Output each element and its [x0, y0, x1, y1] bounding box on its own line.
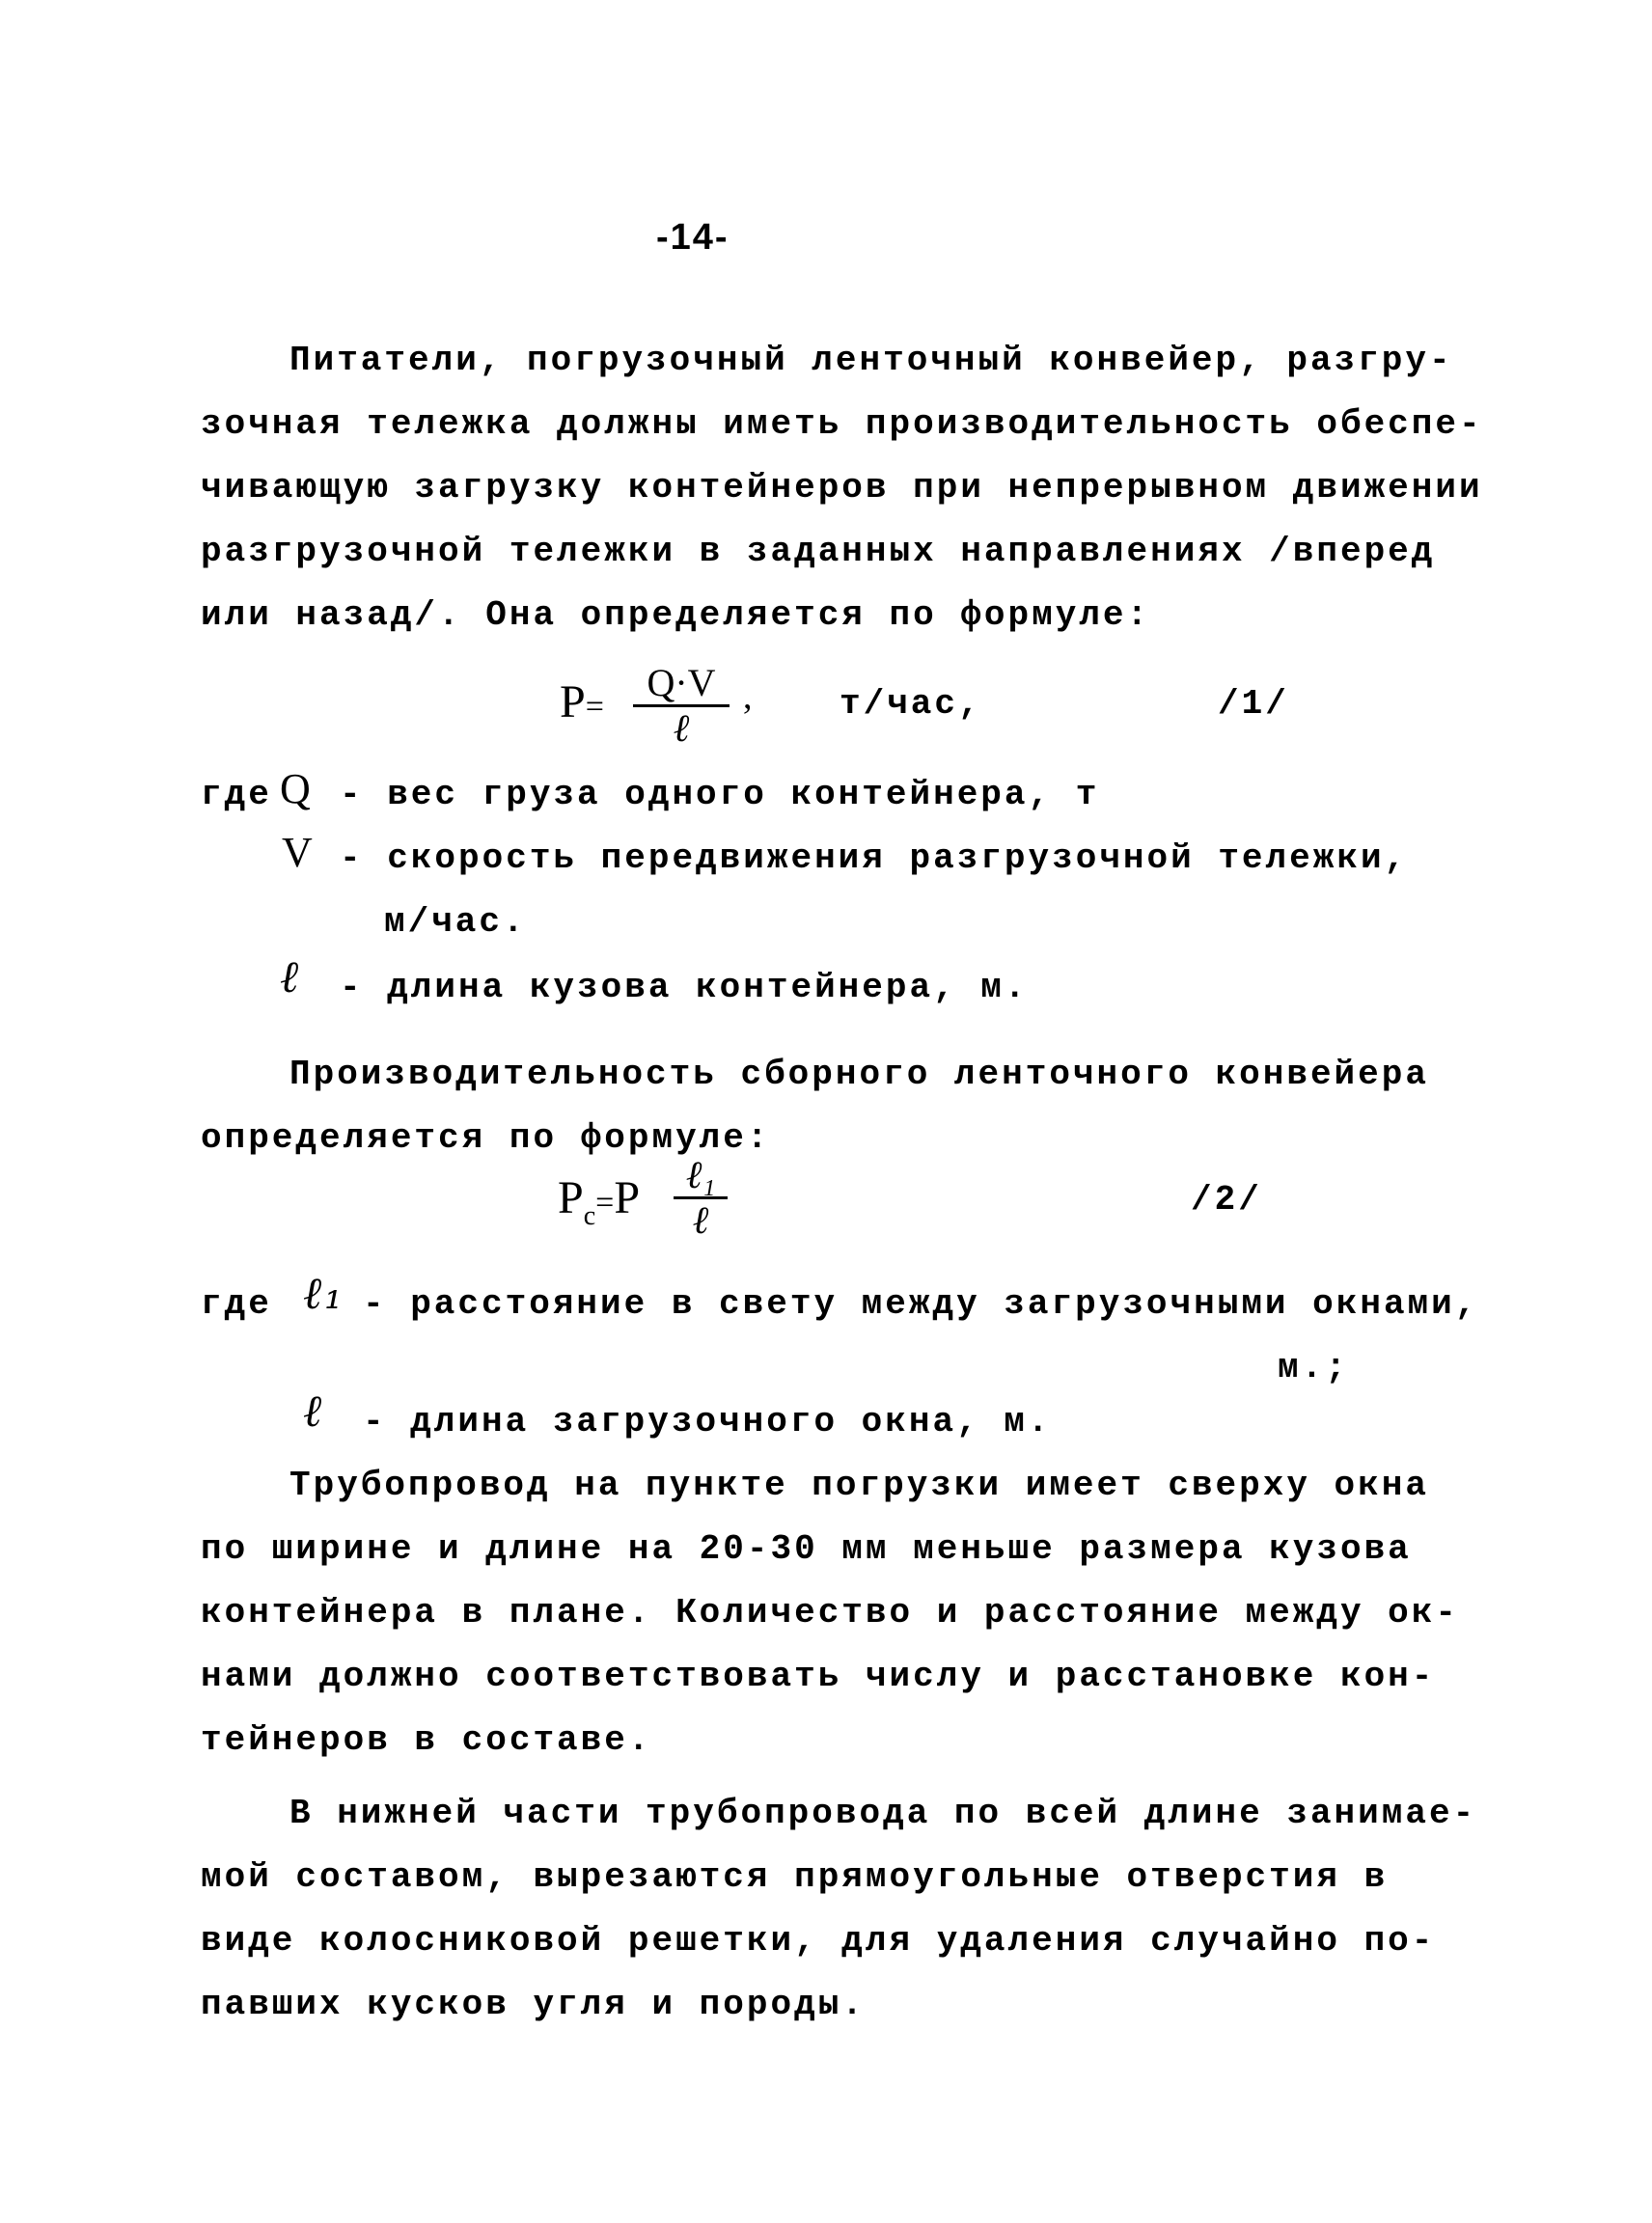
paragraph4-line2: мой составом, вырезаются прямоугольные отверстия в	[201, 1857, 1389, 1897]
paragraph1-line2: зочная тележка должны иметь производительность обеспе-	[201, 404, 1483, 444]
formula2-number: /2/	[1191, 1180, 1262, 1220]
formula1-numerator: Q·V	[647, 661, 716, 704]
where1-item1: - вес груза одного контейнера, т	[340, 775, 1100, 814]
symbol-l1: ℓ₁	[303, 1267, 345, 1319]
symbol-q: Q	[280, 765, 314, 812]
where1-item2-cont: м/час.	[384, 902, 527, 942]
where2-item1-cont: м.;	[1278, 1348, 1349, 1387]
formula2-lhs	[558, 1171, 641, 1231]
where2-symbol-l1	[303, 1267, 345, 1321]
paragraph4-line1: В нижней части трубопровода по всей длине занимае-	[289, 1794, 1477, 1833]
paragraph1-line3: чивающую загрузку контейнеров при непрерывном движении	[201, 468, 1483, 508]
formula2-eq: =	[595, 1185, 615, 1221]
where2-lead: где	[201, 1284, 272, 1324]
formula2-lhs-sub: c	[583, 1201, 596, 1231]
paragraph4-line4: павших кусков угля и породы.	[201, 1985, 866, 2024]
symbol-l-window: ℓ	[303, 1385, 325, 1437]
where1-item2: - скорость передвижения разгрузочной тележки,	[340, 838, 1409, 878]
formula2-denominator: ℓ	[692, 1198, 709, 1242]
symbol-l: ℓ	[280, 950, 302, 1002]
formula1-lhs-symbol: P	[560, 676, 586, 727]
where2-item1: - расстояние в свету между загрузочными окнами,	[363, 1284, 1479, 1324]
formula1-comma: ,	[743, 676, 753, 717]
paragraph3-line5: тейнеров в составе.	[201, 1720, 652, 1760]
paragraph3-line1: Трубопровод на пункте погрузки имеет сверху окна	[289, 1466, 1429, 1505]
paragraph4-line3: виде колосниковой решетки, для удаления случайно по-	[201, 1921, 1436, 1961]
where1-symbol-l	[280, 950, 302, 1004]
paragraph2-line1: Производительность сборного ленточного конвейера	[289, 1055, 1429, 1094]
paragraph1-line4: разгрузочной тележки в заданных направлениях /вперед	[201, 532, 1436, 571]
paragraph3-line4: нами должно соответствовать числу и расстановке кон-	[201, 1657, 1436, 1696]
symbol-v: V	[282, 829, 316, 876]
where2-symbol-l	[303, 1385, 325, 1439]
formula1-fraction	[633, 661, 730, 750]
formula1-denominator: ℓ	[673, 706, 690, 750]
formula1-number: /1/	[1218, 684, 1289, 724]
formula2-fraction	[674, 1153, 728, 1242]
formula2-lhs-symbol: P	[558, 1172, 584, 1223]
formula1-eq: =	[585, 689, 604, 725]
where1-symbol-v	[282, 829, 316, 879]
formula2-numerator: ℓ₁	[685, 1153, 716, 1196]
formula1-lhs	[560, 675, 604, 728]
where1-lead: где	[201, 775, 272, 814]
where2-item2: - длина загрузочного окна, м.	[363, 1402, 1052, 1441]
where1-symbol-q	[280, 765, 314, 815]
paragraph1-line5: или назад/. Она определяется по формуле:	[201, 595, 1151, 635]
page-number: -14-	[656, 217, 730, 258]
paragraph3-line3: контейнера в плане. Количество и расстояние между ок-	[201, 1593, 1459, 1633]
formula2-factor: P	[614, 1172, 641, 1223]
where1-item3: - длина кузова контейнера, м.	[340, 968, 1029, 1007]
paragraph2-line2: определяется по формуле:	[201, 1118, 771, 1158]
paragraph1-line1: Питатели, погрузочный ленточный конвейер, разгру-	[289, 341, 1453, 380]
paragraph3-line2: по ширине и длине на 20-30 мм меньше размера кузова	[201, 1529, 1412, 1569]
formula1-units: т/час,	[840, 684, 982, 724]
